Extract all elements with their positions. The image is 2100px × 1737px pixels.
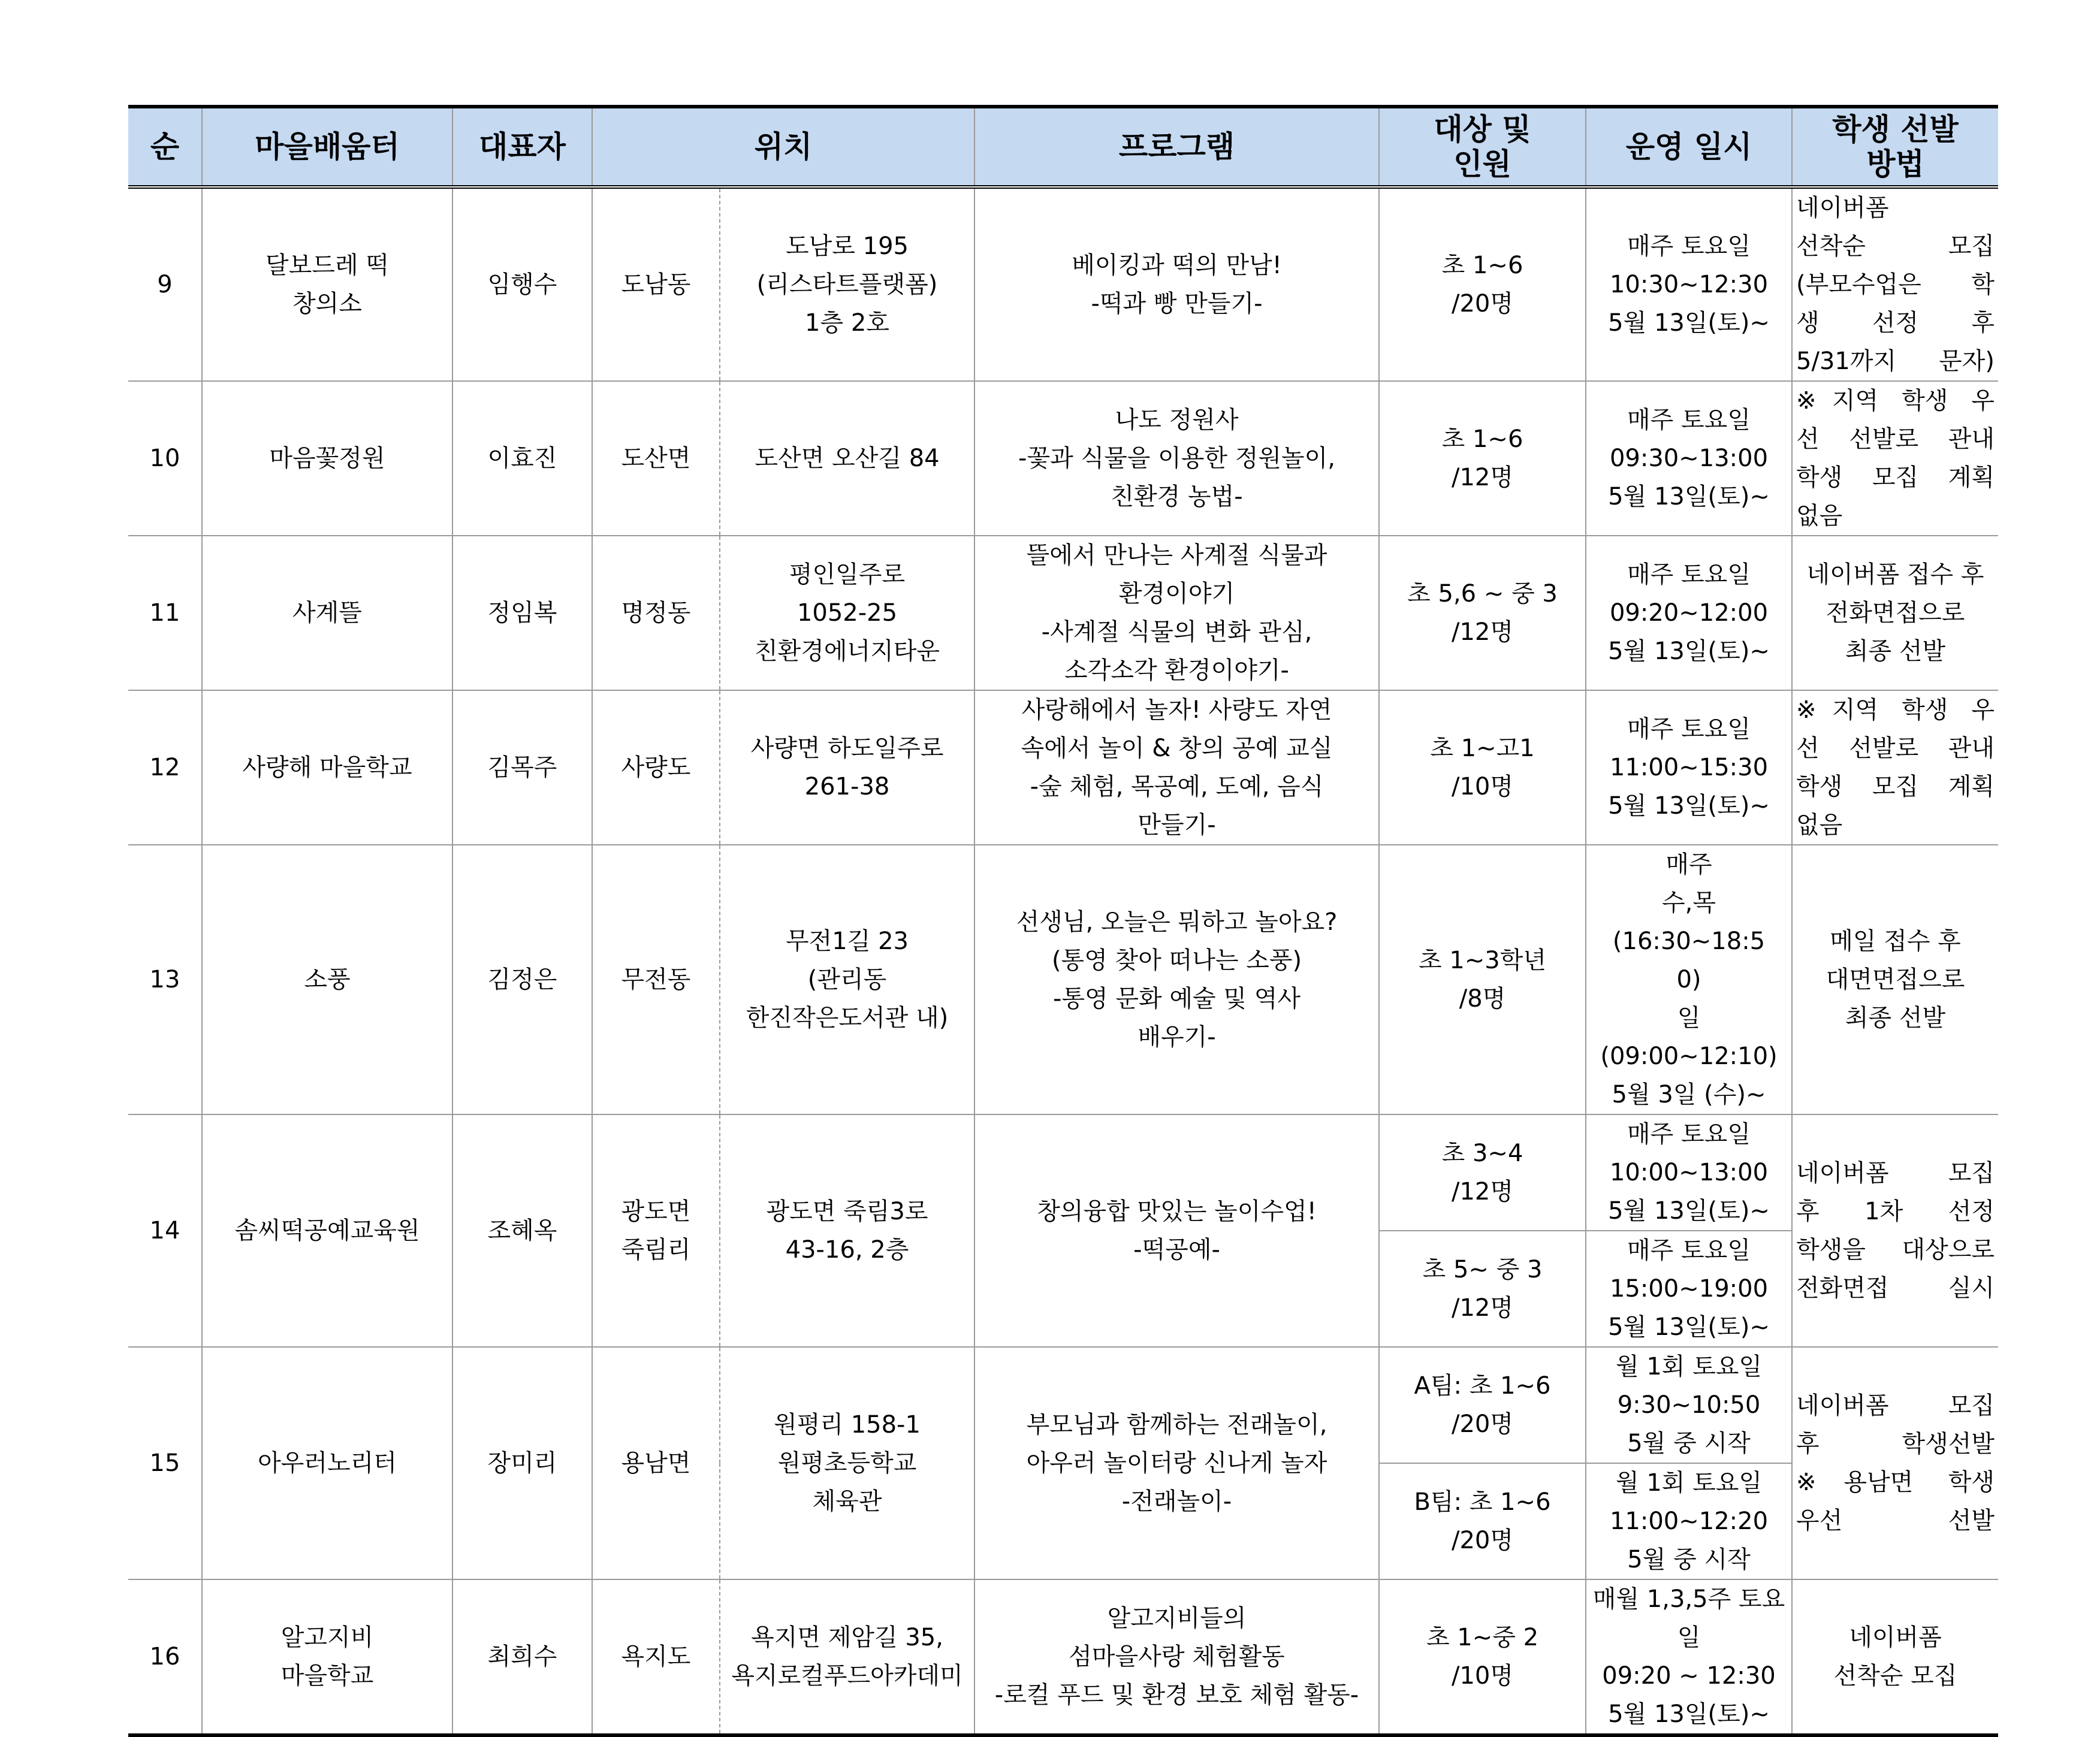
location-address-line: 욕지면 제암길 35, xyxy=(751,1624,943,1651)
schedule-line: 5월 중 시작 xyxy=(1627,1430,1751,1457)
program-line: -로컬 푸드 및 환경 보호 체험 활동- xyxy=(994,1681,1359,1709)
school-name xyxy=(202,1347,452,1579)
header-location: 위치 xyxy=(592,107,974,187)
representative: 이효진 xyxy=(452,381,592,536)
selection-method-line: 네이버폼 xyxy=(1849,1624,1942,1651)
schedule xyxy=(1586,536,1792,690)
header-selection-line: 학생 선발 xyxy=(1832,112,1959,147)
location-area xyxy=(592,690,720,845)
program xyxy=(974,1114,1379,1347)
schedule xyxy=(1586,381,1792,536)
row-number: 12 xyxy=(128,690,202,845)
selection-method-line: 학생 모집 계획 xyxy=(1796,773,1995,800)
program-line: 뜰에서 만나는 사계절 식물과 xyxy=(1026,542,1327,569)
table-row xyxy=(128,1347,1998,1463)
row-number: 11 xyxy=(128,536,202,690)
location-address-line: 무전1길 23 xyxy=(786,928,909,955)
representative: 임행수 xyxy=(452,187,592,381)
target-line: /8명 xyxy=(1459,985,1506,1013)
table-row xyxy=(128,690,1998,845)
program-line: 사랑해에서 놀자! 사량도 자연 xyxy=(1021,696,1332,724)
header-selection xyxy=(1792,107,1998,187)
selection-method xyxy=(1792,187,1998,381)
target xyxy=(1379,690,1586,845)
representative: 최희수 xyxy=(452,1579,592,1735)
table-row xyxy=(128,1114,1998,1231)
schedule-line: 09:20 ~ 12:30 xyxy=(1602,1662,1776,1690)
program-line: -통영 문화 예술 및 역사 xyxy=(1052,985,1301,1013)
school-name xyxy=(202,1114,452,1347)
selection-method-line: 선 선발로 관내 xyxy=(1796,735,1995,762)
program xyxy=(974,1579,1379,1735)
location-address xyxy=(720,690,974,845)
location-address xyxy=(720,1114,974,1347)
representative: 조혜옥 xyxy=(452,1114,592,1347)
target-line: 초 5~ 중 3 xyxy=(1422,1256,1543,1283)
target-line: 초 1~3학년 xyxy=(1418,947,1547,974)
selection-method xyxy=(1792,1579,1998,1735)
program xyxy=(974,187,1379,381)
schedule xyxy=(1586,690,1792,845)
location-address-line: 도남로 195 xyxy=(786,232,909,260)
location-address-line: 1052-25 xyxy=(796,599,898,627)
school-name xyxy=(202,187,452,381)
schedule-line: 5월 13일(토)~ xyxy=(1608,792,1770,820)
target xyxy=(1379,187,1586,381)
schedule-line: 0) xyxy=(1676,966,1701,993)
target-line: B팀: 초 1~6 xyxy=(1414,1488,1551,1516)
schedule-line: 15:00~19:00 xyxy=(1609,1275,1769,1303)
target-line: /10명 xyxy=(1452,773,1514,800)
selection-method-line: 최종 선발 xyxy=(1845,638,1946,665)
schedule-line: 5월 13일(토)~ xyxy=(1608,1197,1770,1225)
selection-method-line: ※용남면 학생 xyxy=(1796,1469,1995,1496)
target-line: 초 1~6 xyxy=(1441,252,1523,279)
schedule-line: 매주 토요일 xyxy=(1627,715,1751,743)
row-number: 9 xyxy=(128,187,202,381)
location-area xyxy=(592,1347,720,1579)
schedule-line: 10:30~12:30 xyxy=(1609,271,1769,298)
target-line: /10명 xyxy=(1452,1662,1514,1690)
program-line: 친환경 농법- xyxy=(1111,483,1243,510)
schedule-line: 매주 토요일 xyxy=(1627,406,1751,434)
location-address xyxy=(720,845,974,1114)
program xyxy=(974,381,1379,536)
row-number: 15 xyxy=(128,1347,202,1579)
schedule-line: 9:30~10:50 xyxy=(1617,1391,1761,1419)
selection-method xyxy=(1792,690,1998,845)
schedule-line: 일(09:00~12:10) xyxy=(1600,1004,1778,1070)
selection-method-line: 선착순 모집 xyxy=(1833,1662,1957,1690)
selection-method xyxy=(1792,1347,1998,1579)
representative: 정임복 xyxy=(452,536,592,690)
table-row xyxy=(128,536,1998,690)
schedule xyxy=(1586,845,1792,1114)
program xyxy=(974,845,1379,1114)
school-name xyxy=(202,845,452,1114)
selection-method-line: 최종 선발 xyxy=(1845,1004,1946,1032)
selection-method-line: 네이버폼 접수 후 xyxy=(1806,561,1984,588)
program-table xyxy=(128,105,1998,1737)
location-area-line: 욕지도 xyxy=(621,1643,691,1670)
selection-method-line: 후 1차 선정 xyxy=(1796,1198,1995,1225)
target-line: /20명 xyxy=(1452,290,1514,318)
school-name-line: 소풍 xyxy=(304,966,351,993)
program-line: (통영 찾아 떠나는 소풍) xyxy=(1051,947,1302,974)
schedule-line: 5월 13일(토)~ xyxy=(1608,638,1770,665)
schedule-line: 매주 토요일 xyxy=(1627,561,1751,588)
selection-method-line: 선착순 모집 xyxy=(1796,232,1995,260)
program-line: 알고지비들의 xyxy=(1107,1605,1247,1632)
selection-method-line: 없음 xyxy=(1796,811,1843,839)
target xyxy=(1379,381,1586,536)
selection-method-line: 선 선발로 관내 xyxy=(1796,425,1995,453)
location-address xyxy=(720,187,974,381)
target-line: /12명 xyxy=(1452,618,1514,646)
program-line: -떡공예- xyxy=(1133,1236,1220,1264)
target-line: /20명 xyxy=(1452,1527,1514,1554)
school-name-line: 솜씨떡공예교육원 xyxy=(234,1217,420,1244)
school-name-line: 아우러노리터 xyxy=(258,1449,397,1477)
location-area-line: 무전동 xyxy=(621,966,691,993)
target-line: /12명 xyxy=(1452,1178,1514,1206)
location-address-line: (리스타트플랫폼) xyxy=(756,271,938,298)
schedule-line: 11:00~12:20 xyxy=(1609,1508,1769,1535)
header-schedule: 운영 일시 xyxy=(1586,107,1792,187)
program xyxy=(974,536,1379,690)
schedule-line: 매주 토요일 xyxy=(1627,1237,1751,1264)
location-area-line: 사량도 xyxy=(621,754,691,781)
program-line: -전래놀이- xyxy=(1121,1488,1232,1515)
selection-method-line: 학생을 대상으로 xyxy=(1796,1236,1995,1264)
program xyxy=(974,1347,1379,1579)
table-row xyxy=(128,1579,1998,1735)
location-address-line: 평인일주로 xyxy=(789,561,906,588)
program xyxy=(974,690,1379,845)
target xyxy=(1379,1579,1586,1735)
schedule-line: 5월 13일(토)~ xyxy=(1608,1700,1770,1728)
schedule-line: 5월 3일 (수)~ xyxy=(1612,1081,1766,1108)
representative: 장미리 xyxy=(452,1347,592,1579)
school-name xyxy=(202,536,452,690)
program-line: 부모님과 함께하는 전래놀이, xyxy=(1026,1411,1327,1439)
program-line: 나도 정원사 xyxy=(1115,406,1239,434)
target xyxy=(1379,1463,1586,1579)
selection-method-line: 네이버폼 모집 xyxy=(1796,1159,1995,1187)
program-line: 배우기- xyxy=(1138,1023,1216,1051)
selection-method-line: 5/31까지 문자) xyxy=(1796,348,1995,375)
program-line: -사계절 식물의 변화 관심, xyxy=(1041,618,1312,646)
school-name-line: 달보드레 떡 xyxy=(265,252,389,279)
location-address xyxy=(720,1579,974,1735)
target-line: /20명 xyxy=(1452,1410,1514,1438)
selection-method-line: (부모수업은 학 xyxy=(1796,271,1995,298)
row-number: 13 xyxy=(128,845,202,1114)
schedule-line: 매월 1,3,5주 토요일 xyxy=(1592,1585,1785,1651)
program-line: 아우러 놀이터랑 신나게 놀자 xyxy=(1026,1449,1327,1477)
target-line: 초 5,6 ~ 중 3 xyxy=(1407,580,1558,608)
location-address xyxy=(720,1347,974,1579)
school-name xyxy=(202,381,452,536)
school-name-line: 마을학교 xyxy=(280,1662,374,1690)
location-address-line: 체육관 xyxy=(812,1488,882,1515)
selection-method xyxy=(1792,845,1998,1114)
location-area xyxy=(592,1579,720,1735)
target-line: 초 1~고1 xyxy=(1430,735,1535,762)
location-address-line: 한진작은도서관 내) xyxy=(746,1004,949,1032)
schedule-line: 5월 13일(토)~ xyxy=(1608,1313,1770,1341)
selection-method-line: 전화면접으로 xyxy=(1826,599,1965,627)
selection-method xyxy=(1792,381,1998,536)
program-line: -떡과 빵 만들기- xyxy=(1091,290,1263,318)
location-address-line: 친환경에너지타운 xyxy=(754,638,940,665)
selection-method-line: 메일 접수 후 xyxy=(1830,928,1961,955)
header-rep: 대표자 xyxy=(452,107,592,187)
header-target xyxy=(1379,107,1586,187)
schedule-line: 매주 토요일 xyxy=(1627,1120,1751,1148)
selection-method-line: 네이버폼 xyxy=(1796,194,1889,222)
table-row xyxy=(128,381,1998,536)
school-name-line: 창의소 xyxy=(292,290,362,318)
target xyxy=(1379,845,1586,1114)
target-line: 초 3~4 xyxy=(1441,1140,1523,1167)
selection-method-line: 대면면접으로 xyxy=(1826,966,1965,993)
schedule-line: 11:00~15:30 xyxy=(1609,754,1769,781)
location-address-line: 43-16, 2층 xyxy=(785,1236,909,1264)
program-line: -숲 체험, 목공예, 도예, 음식 xyxy=(1030,773,1324,800)
selection-method-line: ※지역 학생 우 xyxy=(1796,696,1995,724)
program-line: 소각소각 환경이야기- xyxy=(1064,657,1289,684)
target-line: A팀: 초 1~6 xyxy=(1414,1372,1551,1400)
location-address-line: 261-38 xyxy=(804,773,890,800)
header-target-line: 대상 및 xyxy=(1434,112,1531,147)
row-number: 14 xyxy=(128,1114,202,1347)
representative: 김정은 xyxy=(452,845,592,1114)
location-area xyxy=(592,1114,720,1347)
selection-method-line: 전화면접 실시 xyxy=(1796,1274,1995,1302)
school-name-line: 사량해 마을학교 xyxy=(242,754,412,781)
selection-method-line: ※지역 학생 우 xyxy=(1796,387,1995,415)
program-line: 섬마을사랑 체험활동 xyxy=(1069,1643,1285,1670)
target xyxy=(1379,1347,1586,1463)
header-no: 순 xyxy=(128,107,202,187)
location-area xyxy=(592,845,720,1114)
selection-method-line: 우선 선발 xyxy=(1796,1507,1995,1534)
location-area xyxy=(592,381,720,536)
program-line: 창의융합 맛있는 놀이수업! xyxy=(1037,1198,1317,1225)
location-area-line: 용남면 xyxy=(621,1449,691,1477)
target-line: /12명 xyxy=(1452,464,1514,491)
header-selection-line: 방법 xyxy=(1866,147,1924,182)
table-body xyxy=(128,187,1998,1735)
schedule-line: 09:20~12:00 xyxy=(1609,599,1769,627)
schedule-line: 10:00~13:00 xyxy=(1609,1159,1769,1186)
location-address-line: 원평리 158-1 xyxy=(774,1411,921,1439)
selection-method-line: 없음 xyxy=(1796,502,1843,530)
location-address-line: 욕지로컬푸드아카데미 xyxy=(731,1662,963,1690)
table-row xyxy=(128,845,1998,1114)
school-name-line: 마음꽃정원 xyxy=(269,445,385,472)
target-line: 초 1~6 xyxy=(1441,425,1523,453)
program-line: 속에서 놀이 & 창의 공예 교실 xyxy=(1021,735,1333,762)
location-area-line: 명정동 xyxy=(621,599,691,627)
location-address-line: (관리동 xyxy=(807,966,887,993)
schedule xyxy=(1586,1347,1792,1463)
target xyxy=(1379,1231,1586,1347)
schedule-line: 5월 13일(토)~ xyxy=(1608,309,1770,337)
school-name-line: 사계뜰 xyxy=(292,599,362,627)
program-line: -꽃과 식물을 이용한 정원놀이, xyxy=(1018,445,1335,472)
selection-method xyxy=(1792,536,1998,690)
target xyxy=(1379,1114,1586,1231)
location-address-line: 도산면 오산길 84 xyxy=(755,445,940,472)
header-target-line: 인원 xyxy=(1453,147,1511,182)
school-name xyxy=(202,1579,452,1735)
row-number: 10 xyxy=(128,381,202,536)
target xyxy=(1379,536,1586,690)
location-area xyxy=(592,536,720,690)
schedule-line: 09:30~13:00 xyxy=(1609,445,1769,472)
schedule-line: 월 1회 토요일 xyxy=(1615,1353,1763,1380)
selection-method-line: 학생 모집 계획 xyxy=(1796,464,1995,491)
header-name: 마을배움터 xyxy=(202,107,452,187)
location-address xyxy=(720,536,974,690)
location-area-line: 광도면 xyxy=(621,1198,691,1225)
location-area-line: 죽림리 xyxy=(621,1236,691,1264)
program-line: 선생님, 오늘은 뭐하고 놀아요? xyxy=(1016,908,1338,936)
row-number: 16 xyxy=(128,1579,202,1735)
location-address-line: 광도면 죽림3로 xyxy=(766,1198,928,1225)
schedule xyxy=(1586,1114,1792,1231)
location-address xyxy=(720,381,974,536)
selection-method xyxy=(1792,1114,1998,1347)
schedule xyxy=(1586,1231,1792,1347)
selection-method-line: 생 선정 후 xyxy=(1796,309,1995,337)
schedule-line: 월 1회 토요일 xyxy=(1615,1469,1763,1497)
school-name-line: 알고지비 xyxy=(280,1624,374,1651)
schedule-line: 5월 13일(토)~ xyxy=(1608,483,1770,510)
school-name xyxy=(202,690,452,845)
selection-method-line: 후 학생선발 xyxy=(1796,1430,1995,1458)
representative: 김목주 xyxy=(452,690,592,845)
target-line: 초 1~중 2 xyxy=(1426,1624,1539,1651)
header-program: 프로그램 xyxy=(974,107,1379,187)
schedule-line: 수,목(16:30~18:5 xyxy=(1612,889,1766,955)
schedule-line: 5월 중 시작 xyxy=(1627,1546,1751,1573)
location-address-line: 원평초등학교 xyxy=(777,1449,917,1477)
schedule-line: 매주 토요일 xyxy=(1627,232,1751,260)
location-area-line: 도산면 xyxy=(621,445,691,472)
location-address-line: 1층 2호 xyxy=(805,309,889,337)
schedule xyxy=(1586,187,1792,381)
table-row xyxy=(128,187,1998,381)
schedule-line: 매주 xyxy=(1665,851,1712,878)
schedule xyxy=(1586,1463,1792,1579)
location-area xyxy=(592,187,720,381)
header-row xyxy=(128,107,1998,187)
schedule xyxy=(1586,1579,1792,1735)
selection-method-line: 네이버폼 모집 xyxy=(1796,1392,1995,1419)
location-address-line: 사량면 하도일주로 xyxy=(750,735,944,762)
target-line: /12명 xyxy=(1452,1294,1514,1322)
program-line: 환경이야기 xyxy=(1118,580,1235,608)
location-area-line: 도남동 xyxy=(621,271,691,298)
program-line: 베이킹과 떡의 만남! xyxy=(1072,252,1282,279)
program-line: 만들기- xyxy=(1138,811,1216,839)
